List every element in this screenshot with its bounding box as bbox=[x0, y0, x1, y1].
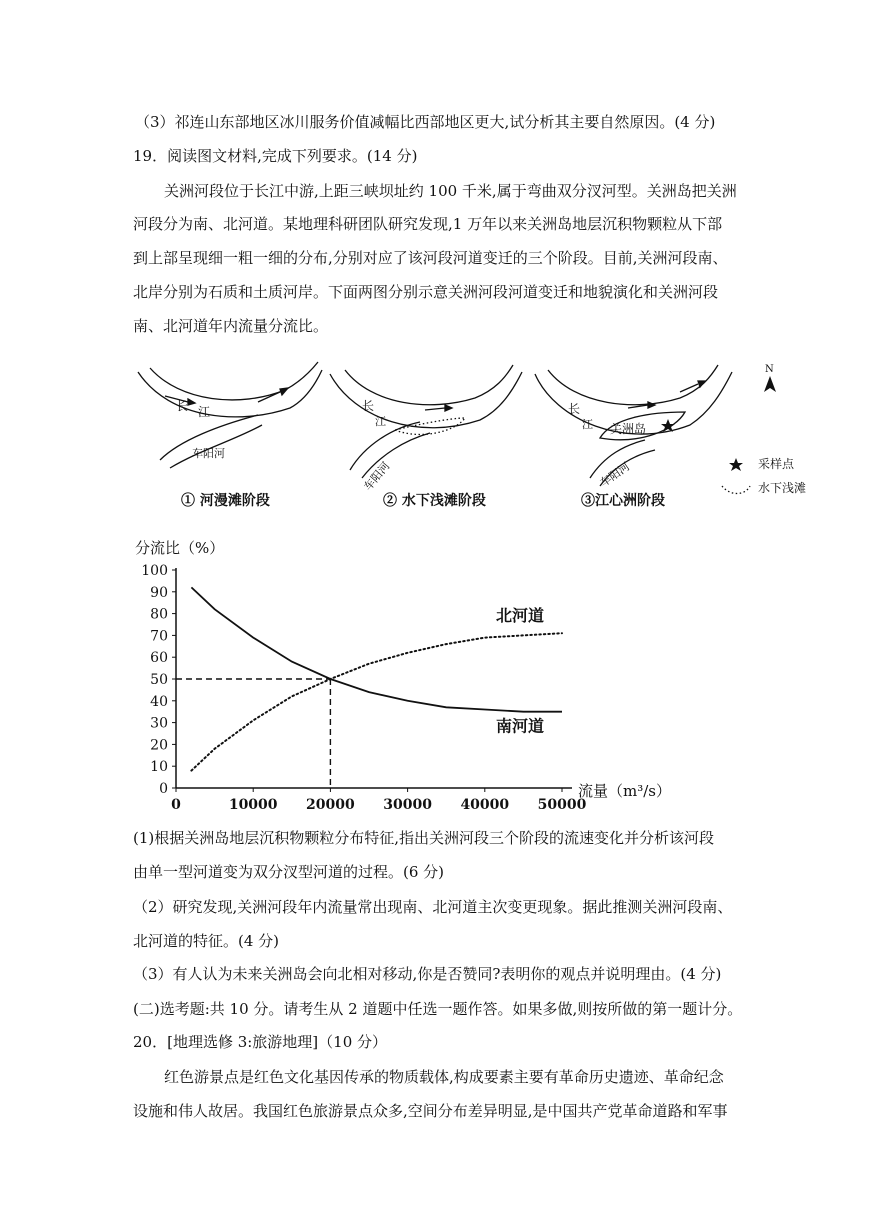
main-river-label-1a: 长 bbox=[176, 399, 189, 413]
main-river-label-2a: 长 bbox=[362, 399, 375, 413]
stage-1-map bbox=[138, 362, 322, 468]
legend-shoal-icon bbox=[722, 486, 750, 494]
north-channel-label: 北河道 bbox=[496, 606, 545, 626]
stage-2-caption: ② 水下浅滩阶段 bbox=[383, 493, 486, 509]
y-tick-label: 80 bbox=[150, 606, 168, 623]
passage-line-4: 北岸分别为石质和土质河岸。下面两图分别示意关洲河段河道变迁和地貌演化和关洲河段 bbox=[133, 283, 719, 301]
passage-line-1: 关洲河段位于长江中游,上距三峡坝址约 100 千米,属于弯曲双分汊河型。关洲岛把关洲 bbox=[164, 182, 737, 200]
x-tick-label: 0 bbox=[171, 797, 181, 813]
question-19-heading: 19．阅读图文材料,完成下列要求。(14 分) bbox=[133, 147, 418, 165]
main-river-label-1b: 江 bbox=[198, 405, 211, 419]
question-19-1a: (1)根据关洲岛地层沉积物颗粒分布特征,指出关洲河段三个阶段的流速变化并分析该河段 bbox=[133, 829, 715, 847]
x-tick-label: 20000 bbox=[306, 797, 355, 813]
elective-section-heading: (二)选考题:共 10 分。请考生从 2 道题中任选一题作答。如果多做,则按所做的第一题计分。 bbox=[133, 1000, 743, 1018]
river-evolution-figure bbox=[0, 355, 869, 515]
main-river-label-3a: 长 bbox=[568, 402, 581, 416]
passage-line-3: 到上部呈现细一粗一细的分布,分别对应了该河段河道变迁的三个阶段。目前,关洲河段南、 bbox=[133, 249, 728, 267]
legend-shoal-label: 水下浅滩 bbox=[758, 481, 807, 495]
chart-xlabel: 流量（m³/s） bbox=[578, 782, 671, 800]
tributary-label-3: 车阳河 bbox=[597, 460, 633, 490]
question-19-1b: 由单一型河道变为双分汊型河道的过程。(6 分) bbox=[133, 863, 445, 881]
tributary-label-1: 车阳河 bbox=[192, 447, 225, 460]
stage-2-map bbox=[330, 365, 522, 478]
tributary-label-2: 车阳河 bbox=[361, 459, 393, 494]
stage-3-caption: ③江心洲阶段 bbox=[581, 493, 665, 509]
y-tick-label: 90 bbox=[150, 584, 168, 601]
y-tick-label: 50 bbox=[150, 672, 168, 688]
y-tick-label: 0 bbox=[159, 781, 168, 797]
main-river-label-2b: 江 bbox=[375, 415, 386, 428]
passage-line-2: 河段分为南、北河道。某地理科研团队研究发现,1 万年以来关洲岛地层沉积物颗粒从下部 bbox=[133, 215, 723, 233]
question-19-2a: （2）研究发现,关洲河段年内流量常出现南、北河道主次变更现象。据此推测关洲河段南、 bbox=[133, 898, 733, 916]
y-tick-label: 30 bbox=[150, 715, 168, 732]
north-label: N bbox=[765, 364, 774, 375]
y-tick-label: 70 bbox=[150, 628, 168, 645]
y-tick-label: 10 bbox=[150, 759, 168, 776]
island-label: 关洲岛 bbox=[610, 422, 647, 436]
question-20-heading: 20．[地理选修 3:旅游地理]（10 分） bbox=[133, 1033, 388, 1051]
x-tick-label: 10000 bbox=[228, 797, 278, 813]
question-19-2b: 北河道的特征。(4 分) bbox=[133, 932, 280, 950]
x-tick-label: 50000 bbox=[537, 797, 587, 813]
question-19-3: （3）有人认为未来关洲岛会向北相对移动,你是否赞同?表明你的观点并说明理由。(4 分) bbox=[133, 965, 722, 983]
y-tick-label: 60 bbox=[150, 650, 168, 667]
q20-passage-line-2: 设施和伟人故居。我国红色旅游景点众多,空间分布差异明显,是中国共产党革命道路和军事 bbox=[133, 1102, 728, 1120]
legend-star-icon bbox=[729, 458, 743, 471]
question-18-3: （3）祁连山东部地区冰川服务价值减幅比西部地区更大,试分析其主要自然原因。(4 分) bbox=[135, 113, 716, 131]
legend-sample-label: 采样点 bbox=[758, 457, 795, 471]
chart-ylabel: 分流比（%） bbox=[135, 539, 225, 557]
flow-ratio-chart bbox=[0, 530, 869, 815]
south-channel-label: 南河道 bbox=[496, 716, 545, 736]
x-tick-label: 40000 bbox=[460, 797, 510, 813]
north-arrow-icon bbox=[764, 376, 776, 392]
north-channel-line bbox=[191, 633, 562, 770]
y-tick-label: 40 bbox=[150, 693, 168, 710]
q20-passage-line-1: 红色游景点是红色文化基因传承的物质载体,构成要素主要有革命历史遗迹、革命纪念 bbox=[164, 1068, 724, 1086]
y-tick-label: 20 bbox=[150, 737, 168, 754]
x-tick-label: 30000 bbox=[383, 797, 432, 813]
passage-line-5: 南、北河道年内流量分流比。 bbox=[133, 317, 329, 335]
y-tick-label: 100 bbox=[141, 563, 168, 579]
main-river-label-3b: 江 bbox=[582, 418, 593, 431]
stage-1-caption: ① 河漫滩阶段 bbox=[181, 493, 270, 509]
